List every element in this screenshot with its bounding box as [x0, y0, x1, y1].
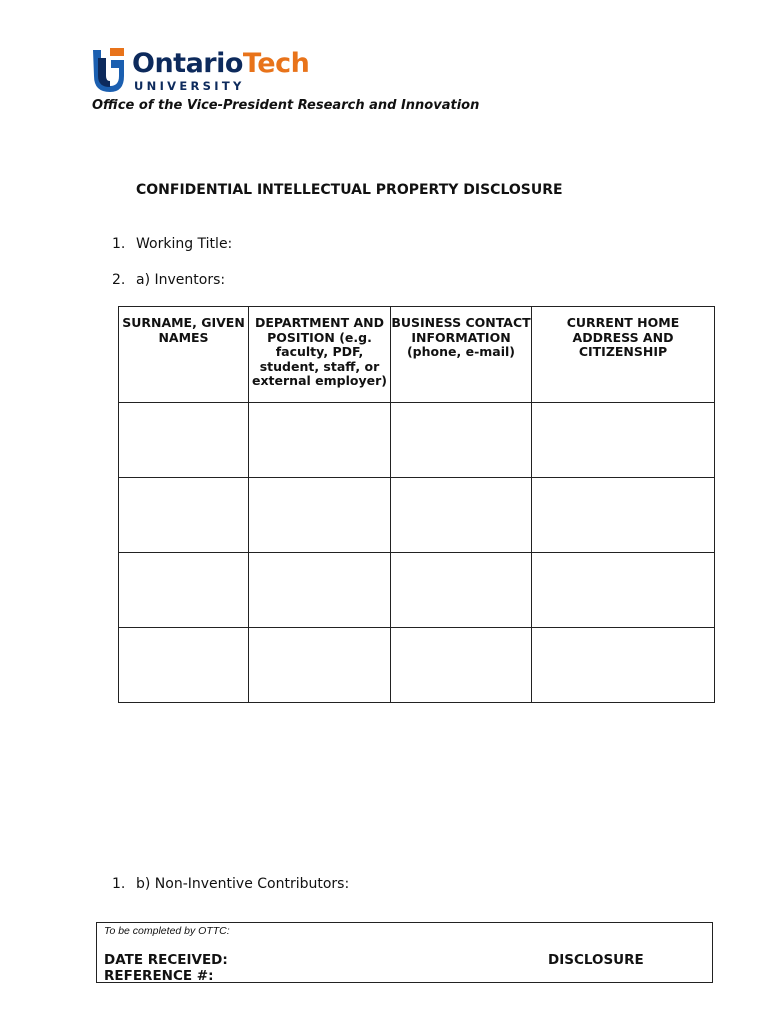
table-cell[interactable] [391, 403, 532, 478]
table-cell[interactable] [249, 403, 391, 478]
table-cell[interactable] [532, 628, 715, 703]
disclosure-label: DISCLOSURE [548, 952, 644, 968]
table-cell[interactable] [391, 478, 532, 553]
ottc-office-use-box [96, 922, 713, 983]
table-cell[interactable] [249, 553, 391, 628]
logo-wordmark [132, 46, 309, 82]
column-header-surname: SURNAME, GIVEN NAMES [119, 307, 249, 403]
column-header-address: CURRENT HOME ADDRESS AND CITIZENSHIP [532, 307, 715, 403]
table-row [119, 403, 715, 478]
table-cell[interactable] [532, 553, 715, 628]
question-inventors [112, 272, 225, 288]
question-label: Working Title: [136, 236, 233, 252]
question-number: 1. [112, 236, 126, 252]
document-title: CONFIDENTIAL INTELLECTUAL PROPERTY DISCLOSURE [136, 182, 563, 198]
table-cell[interactable] [532, 403, 715, 478]
table-cell[interactable] [119, 478, 249, 553]
question-number: 2. [112, 272, 126, 288]
question-non-inventive-contributors [112, 876, 349, 892]
table-cell[interactable] [391, 628, 532, 703]
office-heading: Office of the Vice-President Research and Innovation [92, 98, 480, 113]
ottc-date-reference [104, 952, 304, 984]
question-label: b) Non-Inventive Contributors: [136, 876, 350, 892]
date-received-label: DATE RECEIVED: [104, 952, 228, 968]
ottc-note: To be completed by OTTC: [104, 925, 230, 937]
table-cell[interactable] [119, 403, 249, 478]
table-row [119, 478, 715, 553]
table-cell[interactable] [391, 553, 532, 628]
column-header-department: DEPARTMENT AND POSITION (e.g. faculty, PDF, student, staff, or external employer) [249, 307, 391, 403]
inventors-table [118, 306, 715, 703]
question-label: a) Inventors: [136, 272, 226, 288]
column-header-contact: BUSINESS CONTACT INFORMATION (phone, e-mail) [391, 307, 532, 403]
ontario-tech-logo [90, 46, 310, 94]
ontario-tech-logo-icon [90, 46, 126, 94]
table-cell[interactable] [119, 553, 249, 628]
table-cell[interactable] [119, 628, 249, 703]
table-cell[interactable] [532, 478, 715, 553]
table-row [119, 628, 715, 703]
logo-word-tech: Tech [242, 48, 310, 79]
table-row [119, 553, 715, 628]
question-number: 1. [112, 876, 126, 892]
table-cell[interactable] [249, 628, 391, 703]
logo-university: UNIVERSITY [134, 79, 245, 93]
logo-word-ontario: Ontario [132, 48, 243, 79]
reference-label: REFERENCE #: [104, 968, 214, 984]
table-cell[interactable] [249, 478, 391, 553]
table-header-row [119, 307, 715, 403]
question-working-title [112, 236, 232, 252]
